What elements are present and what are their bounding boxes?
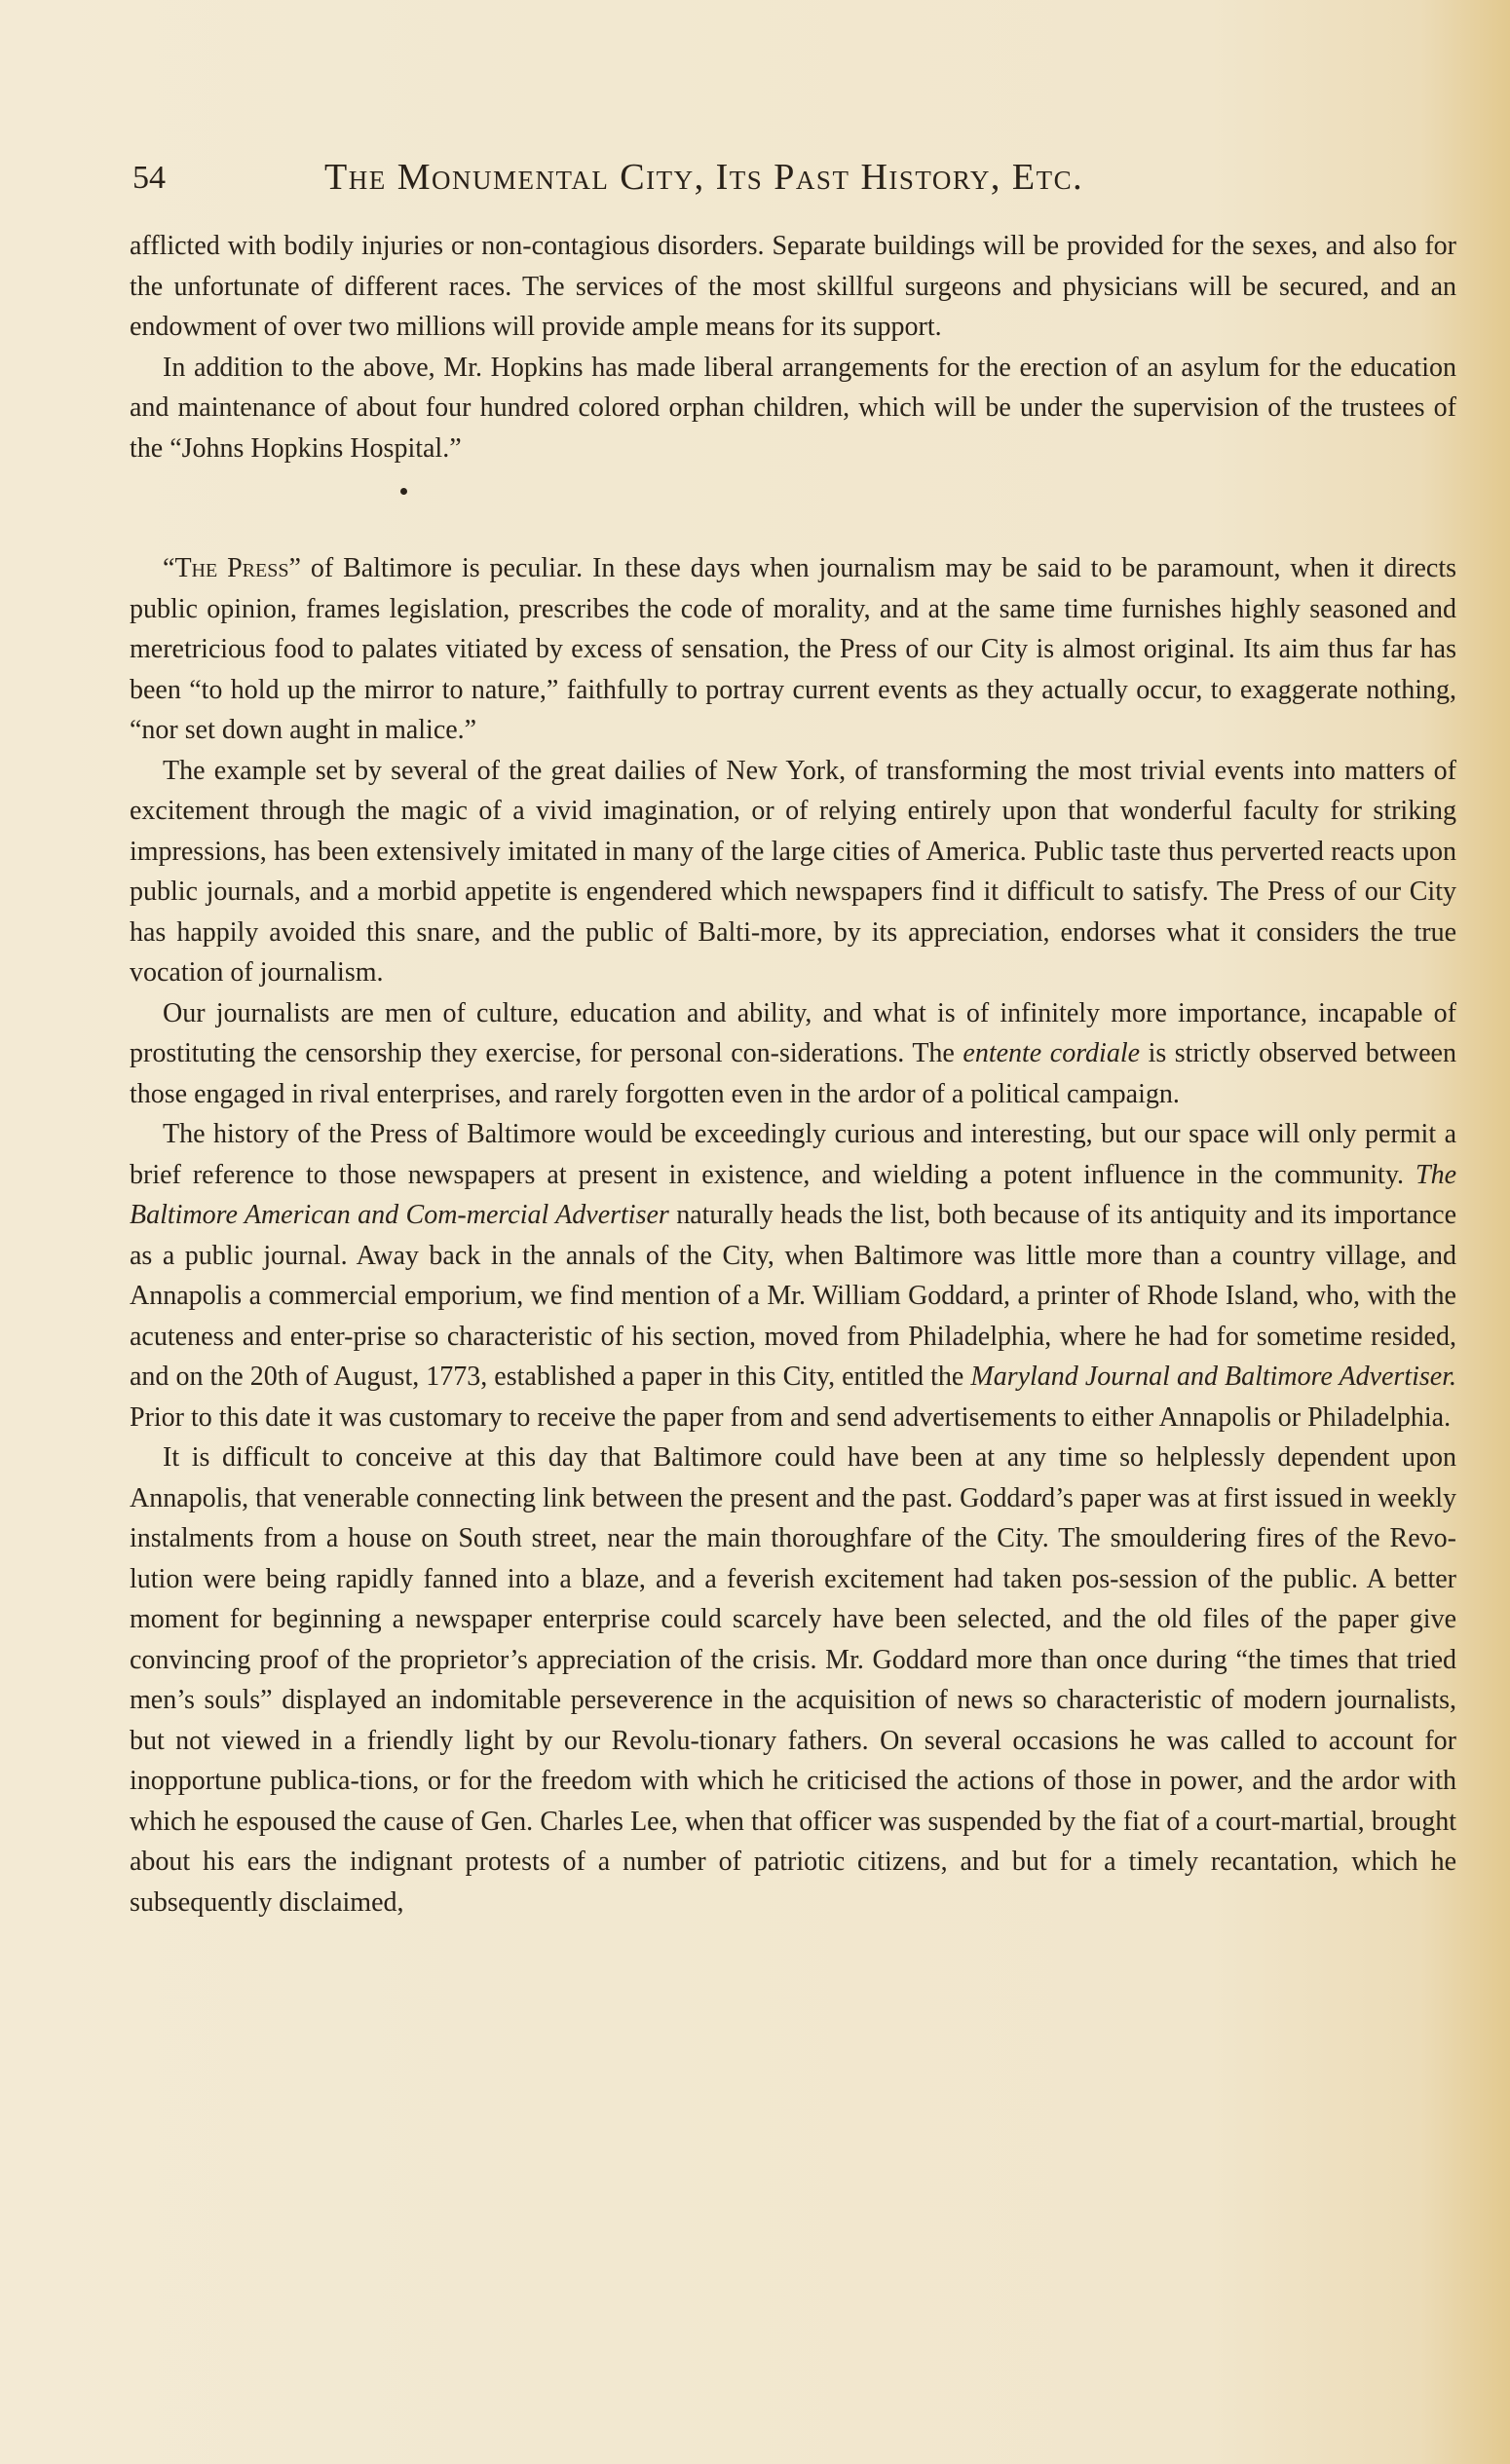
press-history-text-b: naturally heads the list, both because of its antiquity and its importance as a public journal. Away back in the annals of the City, when Baltimore was little more than a country village, and Annapolis a commercial emporium, we find mention of a Mr. William Goddard, a printer of Rhode Island, who, with the acuteness and enter-prise so characteristic of his section, moved from Philadelphia, where he had for sometime resided, and on the 20th of August, 1773, established a paper in this City, entitled the xyxy=(130,1200,1457,1392)
paragraph-journalists xyxy=(130,993,1456,1115)
press-history-text-c: Prior to this date it was customary to receive the paper from and send advertisements to either Annapolis or Philadelphia. xyxy=(130,1401,1452,1433)
paragraph-hospital-continued: afflicted with bodily injuries or non-contagious disorders. Separate buildings will be provided for the sexes, and also for the unfortunate of different races. The services of the most skillful surgeons and physicians will be secured, and an endowment of over two millions will provide ample means for its support. xyxy=(130,231,1456,342)
paragraph-the-press-text: ” of Baltimore is peculiar. In these days when journalism may be said to be paramount, when it directs public opinion, frames legislation, prescribes the code of morality, and at the same time furnishes highly seasoned and meretricious food to palates vitiated by excess of sensation, the Press of our City is almost original. Its aim thus far has been “to hold up the mirror to nature,” faithfully to portray current events as they actually occur, to exaggerate nothing, “nor set down aught in malice.” xyxy=(130,553,1457,745)
the-press-small-caps: The Press xyxy=(174,553,289,583)
paragraph-the-press xyxy=(130,548,1456,751)
page-number: 54 xyxy=(132,160,166,196)
entente-cordiale: entente cordiale xyxy=(963,1038,1141,1068)
open-quote: “ xyxy=(163,553,175,583)
page-header xyxy=(130,156,1456,205)
paragraph-goddard: It is difficult to conceive at this day that Baltimore could have been at any time so helplessly dependent upon Annapolis, that venerable connecting link between the present and the past. Goddard’s paper was at first issued in weekly instalments from a house on South street, near the main thoroughfare of the City. The smouldering fires of the Revo-lution were being rapidly fanned into a blaze, and a feverish excitement had taken pos-session of the public. A better moment for beginning a newspaper enterprise could scarcely have been selected, and the old files of the paper give convincing proof of the proprietor’s appreciation of the crisis. Mr. Goddard more than once during “the times that tried men’s souls” displayed an indomitable perseverence in the acquisition of news so characteristic of modern journalists, but not viewed in a friendly light by our Revolu-tionary fathers. On several occasions he was called to account for inopportune publica-tions, or for the freedom with which he criticised the actions of those in power, and the ardor with which he espoused the cause of Gen. Charles Lee, when that officer was suspended by the fiat of a court-martial, brought about his ears the indignant protests of a number of patriotic citizens, and but for a timely recantation, which he subsequently disclaimed, xyxy=(130,1442,1456,1918)
section-break xyxy=(130,468,1456,548)
paragraph-orphan-asylum: In addition to the above, Mr. Hopkins has made liberal arrangements for the erection of an asylum for the education and maintenance of about four hundred colored orphan children, which will be under the supervision of the trustees of the “Johns Hopkins Hospital.” xyxy=(130,352,1456,464)
baltimore-american-title: The Baltimore American and Com-mercial Advertiser xyxy=(130,1159,1456,1230)
running-title: The Monumental City, Its Past History, Etc. xyxy=(324,157,1084,198)
paragraph-press-history xyxy=(130,1114,1456,1437)
maryland-journal-title: Maryland Journal and Baltimore Advertiser. xyxy=(970,1362,1456,1392)
paragraph-new-york-example: The example set by several of the great dailies of New York, of transforming the most trivial events into matters of excitement through the magic of a vivid imagination, or of relying entirely upon that wonderful faculty for striking impressions, has been extensively imitated in many of the large cities of America. Public taste thus perverted reacts upon public journals, and a morbid appetite is engendered which newspapers find it difficult to satisfy. The Press of our City has happily avoided this snare, and the public of Balti-more, by its appreciation, endorses what it considers the true vocation of journalism. xyxy=(130,755,1456,988)
body-text xyxy=(130,226,1456,1923)
journalists-text-b: is strictly observed between those engaged in rival enterprises, and rarely forgotten even in the ardor of a political campaign. xyxy=(130,1038,1456,1109)
press-history-text-a: The history of the Press of Baltimore would be exceedingly curious and interesting, but our space will only permit a brief reference to those newspapers at present in existence, and wielding a potent influence in the community. xyxy=(130,1119,1456,1190)
journalists-text-a: Our journalists are men of culture, education and ability, and what is of infinitely more importance, incapable of prostituting the censorship they exercise, for personal con-siderations. The xyxy=(130,997,1456,1068)
section-dot xyxy=(400,488,407,495)
